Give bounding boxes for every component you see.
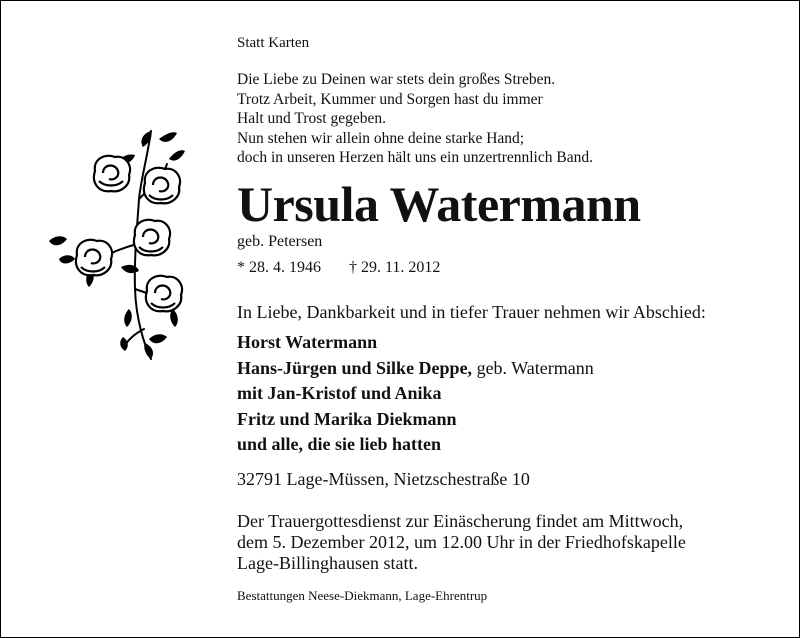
address: 32791 Lage-Müssen, Nietzschestraße 10 (237, 469, 530, 489)
mourner-line (237, 356, 594, 382)
death-date: † 29. 11. 2012 (349, 259, 441, 276)
poem-line: Halt und Trost gegeben. (237, 110, 386, 128)
farewell-intro: In Liebe, Dankbarkeit und in tiefer Trauer nehmen wir Abschied: (237, 302, 706, 322)
poem-line: Trotz Arbeit, Kummer und Sorgen hast du immer (237, 90, 543, 108)
mourner-line: Fritz und Marika Diekmann (237, 408, 457, 429)
birth-name: geb. Petersen (237, 233, 323, 250)
deceased-name: Ursula Watermann (237, 176, 641, 232)
poem-line: Nun stehen wir allein ohne deine starke Hand; (237, 129, 525, 147)
funeral-home: Bestattungen Neese-Diekmann, Lage-Ehrentrup (237, 588, 488, 603)
poem-line: Die Liebe zu Deinen war stets dein großes Streben. (237, 71, 556, 88)
birth-date: * 28. 4. 1946 (237, 259, 321, 276)
service-line: Lage-Billinghausen statt. (237, 553, 418, 573)
statt-karten-label: Statt Karten (237, 35, 310, 51)
poem-line: doch in unseren Herzen hält uns ein unzertrennlich Band. (237, 149, 593, 167)
service-line: Der Trauergottesdienst zur Einäscherung findet am Mittwoch, (237, 511, 684, 531)
mourners-list (237, 330, 594, 458)
life-dates (237, 259, 440, 277)
service-line: dem 5. Dezember 2012, um 12.00 Uhr in der Friedhofskapelle (237, 532, 686, 552)
service-info (237, 511, 686, 574)
mourner-name: Hans-Jürgen und Silke Deppe, (237, 357, 473, 378)
mourner-line: mit Jan-Kristof und Anika (237, 383, 442, 403)
mourner-line: und alle, die sie lieb hatten (237, 434, 442, 454)
mourner-line: Horst Watermann (237, 332, 378, 352)
poem (237, 70, 593, 168)
mourner-birth-name: geb. Watermann (472, 357, 594, 378)
roses-illustration-icon (39, 119, 199, 369)
